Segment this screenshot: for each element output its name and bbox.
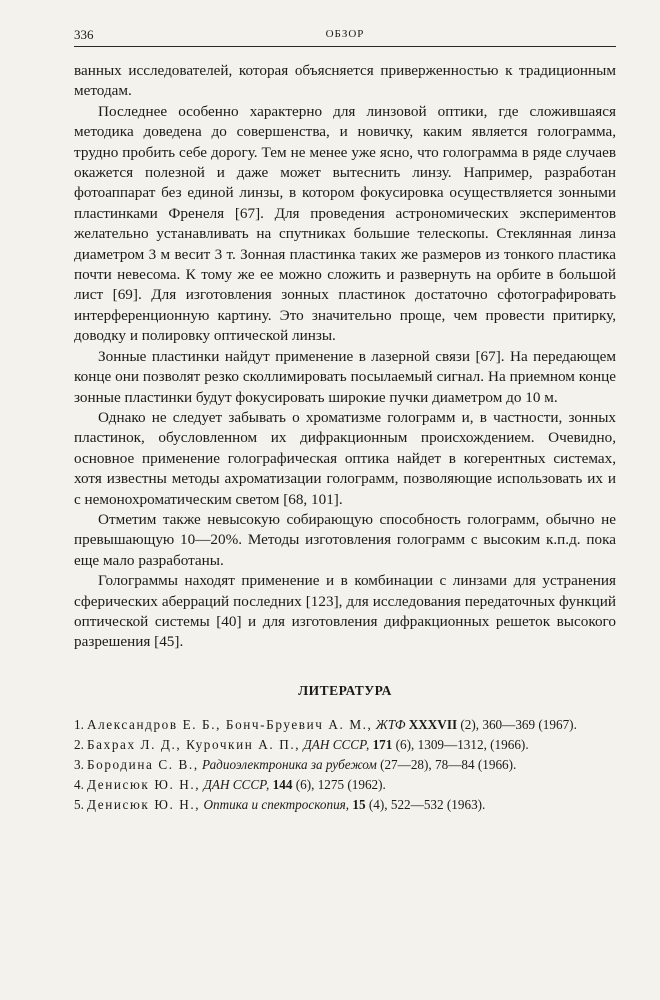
reference-volume: 144 <box>272 776 293 792</box>
reference-details: (4), 522—532 (1963). <box>368 796 486 812</box>
reference-number: 4. <box>74 776 84 792</box>
reference-details: (6), 1275 (1962). <box>295 776 386 792</box>
reference-author: Бахрах Л. Д., Курочкин А. П., <box>87 736 301 752</box>
reference-number: 1. <box>74 716 84 732</box>
references-list <box>74 717 616 813</box>
reference-number: 3. <box>74 756 84 772</box>
running-header <box>74 24 616 47</box>
paragraph: Последнее особенно характерно для линзовой оптики, где сложившаяся методика доведена до совершенства, и новичку, каким является голограмма, трудно пробить себе дорогу. Тем не менее уже ясно, что голограмма в ряде случаев окажется полезной и даже может вытеснить линзу. Например, разработан фотоаппарат без единой линзы, в котором фокусировка осуществляется зонными пластинками Френеля [67]. Для проведения астрономических экспериментов желательно устанавливать на спутниках большие телескопы. Стеклянная линза диаметром 3 м весит 3 т. Зонная пластинка таких же размеров из тонкого пластика почти невесома. К тому же ее можно сложить и развернуть на орбите в большой лист [69]. Для изготовления зонных пластинок достаточно сфотографировать интерференционную картину. Это значительно проще, чем провести притирку, доводку и полировку оптической линзы. <box>74 102 616 345</box>
reference-item <box>74 797 616 813</box>
section-title: ОБЗОР <box>325 28 365 40</box>
paragraph: Голограммы находят применение и в комбинации с линзами для устранения сферических аберраций последних [123], для исследования передаточных функций оптической системы [40] и для изготовления дифракционных решеток высокого разрешения [45]. <box>74 572 616 651</box>
reference-source: ДАН СССР, <box>303 736 370 752</box>
reference-item <box>74 757 616 773</box>
reference-volume: 171 <box>372 736 393 752</box>
reference-item <box>74 777 616 793</box>
reference-volume: 15 <box>352 796 366 812</box>
page-number: 336 <box>74 27 94 42</box>
reference-source: Оптика и спектроскопия, <box>203 796 350 812</box>
reference-source: Радиоэлектроника за рубежом <box>202 756 377 772</box>
reference-details: (6), 1309—1312, (1966). <box>395 736 529 752</box>
reference-number: 5. <box>74 796 84 812</box>
reference-item <box>74 737 616 753</box>
paragraph: ванных исследователей, которая объясняется приверженностью к традиционным методам. <box>74 62 616 100</box>
references-heading: ЛИТЕРАТУРА <box>298 682 392 698</box>
paragraph: Отметим также невысокую собирающую способность голограмм, обычно не превышающую 10—20%. Методы изготовления голограмм с высоким к.п.д. пока еще мало разработаны. <box>74 510 616 569</box>
reference-author: Бородина С. В., <box>87 756 199 772</box>
reference-author: Александров Е. Б., Бонч-Бруевич А. М., <box>87 716 373 732</box>
reference-item <box>74 717 616 733</box>
reference-volume: XXXVII <box>408 716 458 732</box>
reference-source: ДАН СССР, <box>203 776 270 792</box>
body-text <box>74 61 616 653</box>
reference-number: 2. <box>74 736 84 752</box>
paragraph: Однако не следует забывать о хроматизме голограмм и, в частности, зонных пластинок, обусловленном их дифракционным происхождением. Очевидно, основное применение голографическая оптика найдет в когерентных системах, хотя известны методы ахроматизации голограмм, позволяющие использовать их и с немонохроматическим светом [68, 101]. <box>74 408 616 508</box>
reference-author: Денисюк Ю. Н., <box>87 776 201 792</box>
paragraph: Зонные пластинки найдут применение в лазерной связи [67]. На передающем конце они позволят резко сколлимировать посылаемый сигнал. На приемном конце зонные пластинки будут фокусировать широкие пучки диаметром до 10 м. <box>74 347 616 406</box>
reference-details: (27—28), 78—84 (1966). <box>380 756 517 772</box>
reference-author: Денисюк Ю. Н., <box>87 796 201 812</box>
reference-source: ЖТФ <box>375 716 406 732</box>
page <box>74 24 616 817</box>
reference-details: (2), 360—369 (1967). <box>460 716 577 732</box>
